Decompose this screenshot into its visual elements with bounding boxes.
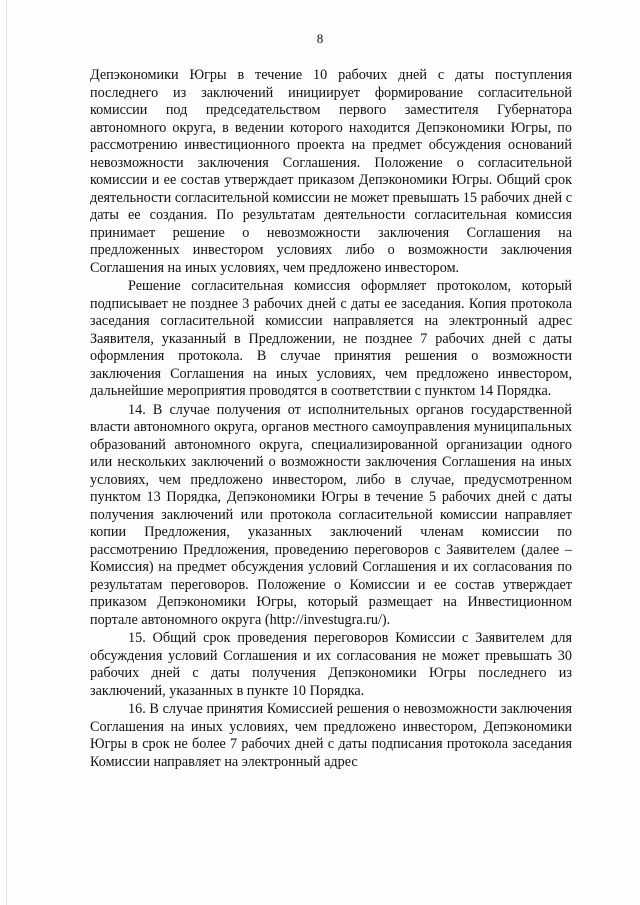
page-number: 8 <box>316 31 324 46</box>
paragraph-item-14: 14. В случае получения от исполнительных органов государственной власти автономного округа, органов местного самоуправления муниципальных образований автономного округа, специализированной организации одного или нескольких заключений о возможности заключения Соглашения на иных условиях, чем предложено инвестором, либо в случае, предусмотренном пунктом 13 Порядка, Депэкономики Югры в течение 5 рабочих дней с даты получения заключений или протокола согласительной комиссии направляет копии Предложения, указанных заключений членам комиссии по рассмотрению Предложения, проведению переговоров с Заявителем (далее – Комиссия) на предмет обсуждения условий Соглашения и их согласования по результатам переговоров. Положение о Комиссии и ее состав утверждает приказом Депэкономики Югры, который размещает на Инвестиционном портале автономного округа (http://investugra.ru/). <box>90 401 572 628</box>
page-edge-line <box>6 0 7 905</box>
paragraph-item-15: 15. Общий срок проведения переговоров Комиссии с Заявителем для обсуждения условий Соглашения и их согласования не может превышать 30 рабочих дней с даты получения Депэкономики Югры последнего из заключений, указанных в пункте 10 Порядка. <box>90 630 572 699</box>
document-body <box>90 67 572 771</box>
paragraph-item-16: 16. В случае принятия Комиссией решения о невозможности заключения Соглашения на иных условиях, чем предложено инвестором, Депэкономики Югры в срок не более 7 рабочих дней с даты подписания протокола заседания Комиссии направляет на электронный адрес <box>90 701 572 770</box>
paragraph-continuation: Депэкономики Югры в течение 10 рабочих дней с даты поступления последнего из заключений инициирует формирование согласительной комиссии под председательством первого заместителя Губернатора автономного округа, в ведении которого находится Депэкономики Югры, по рассмотрению инвестиционного проекта на предмет обсуждения оснований невозможности заключения Соглашения. Положение о согласительной комиссии и ее состав утверждает приказом Депэкономики Югры. Общий срок деятельности согласительной комиссии не может превышать 15 рабочих дней с даты ее создания. По результатам деятельности согласительная комиссия принимает решение о невозможности заключения Соглашения на предложенных инвестором условиях либо о возможности заключения Соглашения на иных условиях, чем предложено инвестором. <box>90 67 572 276</box>
paragraph-protocol-decision: Решение согласительная комиссия оформляет протоколом, который подписывает не позднее 3 рабочих дней с даты ее заседания. Копия протокола заседания согласительной комиссии направляется на электронный адрес Заявителя, указанный в Предложении, не позднее 7 рабочих дней с даты оформления протокола. В случае принятия решения о возможности заключения Соглашения на иных условиях, чем предложено инвестором, дальнейшие мероприятия проводятся в соответствии с пунктом 14 Порядка. <box>90 278 572 399</box>
